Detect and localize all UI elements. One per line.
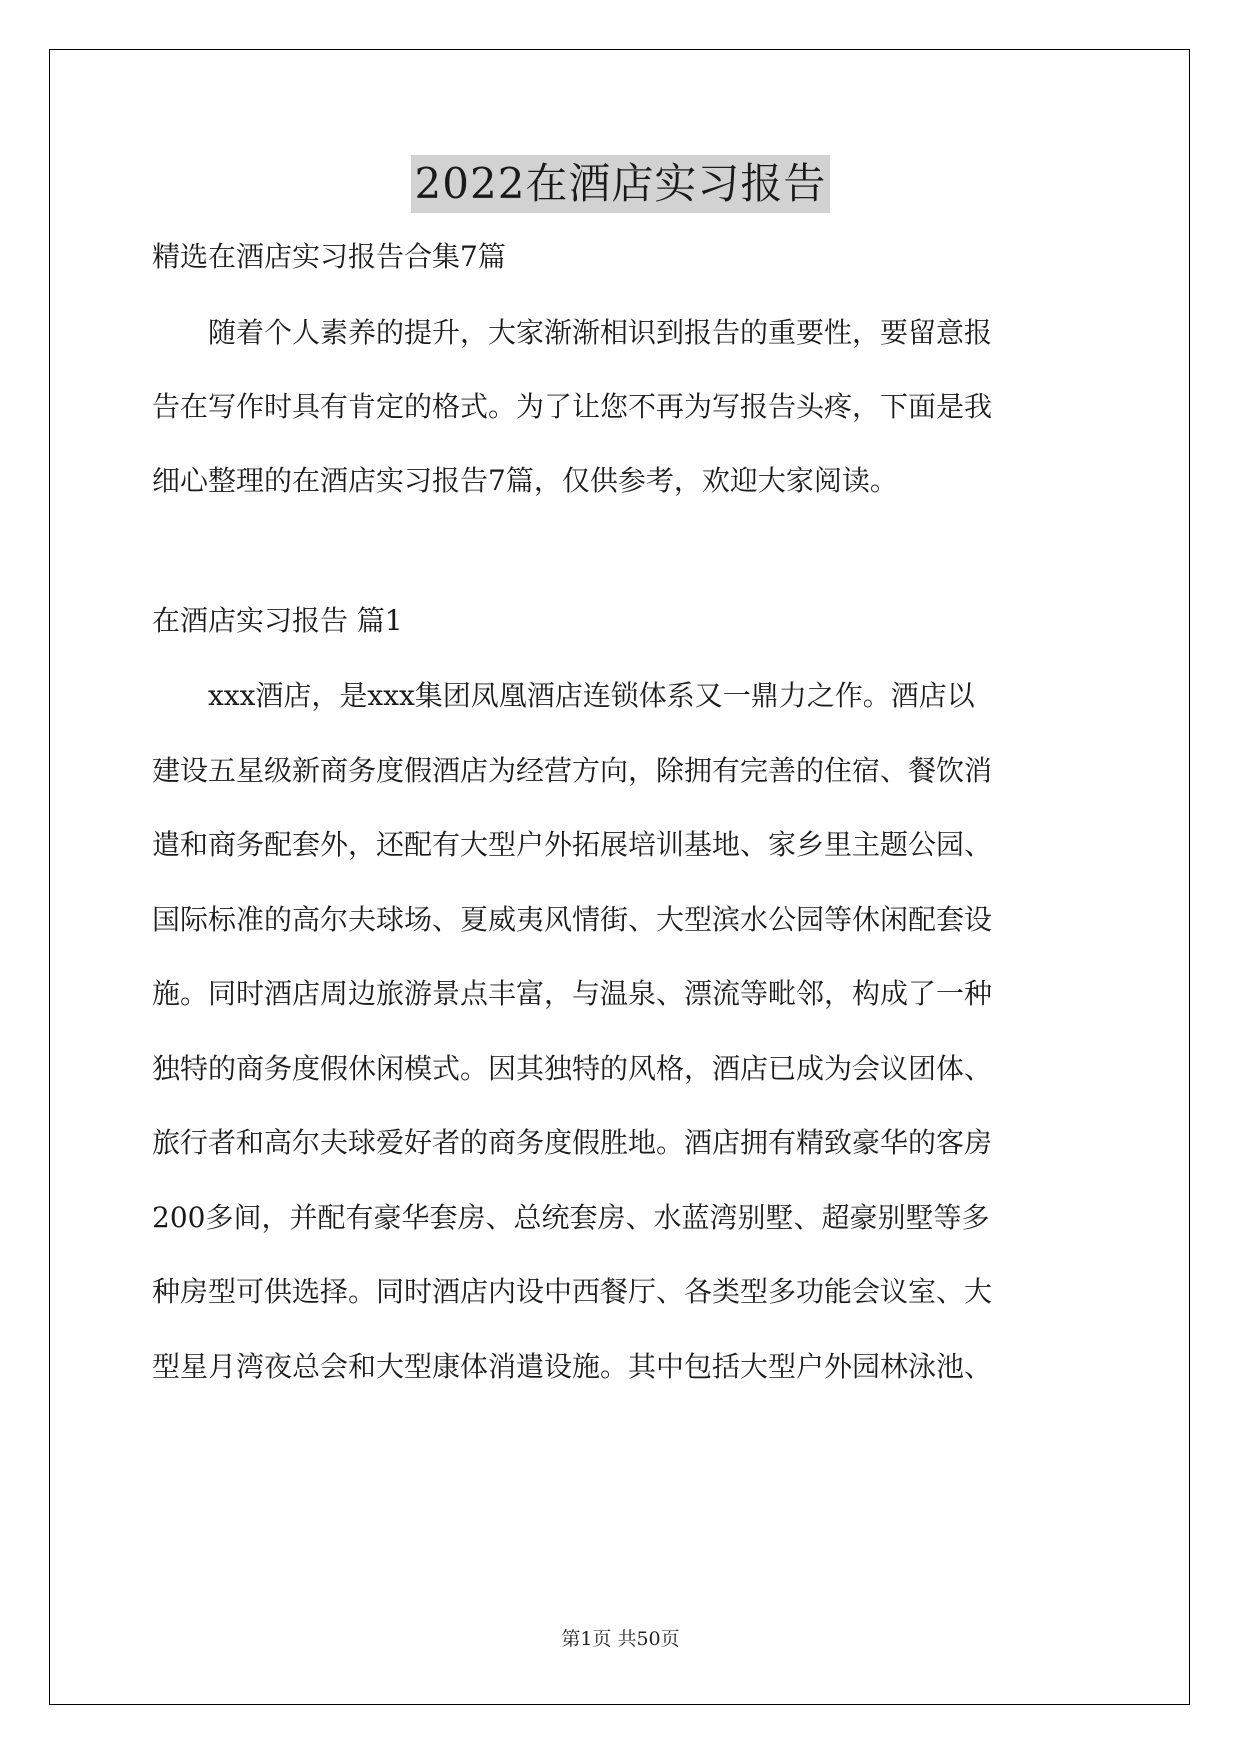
body-line: 种房型可供选择。同时酒店内设中西餐厅、各类型多功能会议室、大 [152, 1275, 993, 1308]
body-line: 施。同时酒店周边旅游景点丰富，与温泉、漂流等毗邻，构成了一种 [152, 977, 993, 1010]
intro-line: 随着个人素养的提升，大家渐渐相识到报告的重要性，要留意报 [208, 316, 993, 349]
page-border [49, 49, 1190, 1705]
body-line: 国际标准的高尔夫球场、夏威夷风情街、大型滨水公园等休闲配套设 [152, 903, 993, 936]
body-line: 独特的商务度假休闲模式。因其独特的风格，酒店已成为会议团体、 [152, 1052, 993, 1085]
body-line: xxx酒店，是xxx集团凤凰酒店连锁体系又一鼎力之作。酒店以 [208, 679, 975, 712]
intro-line: 告在写作时具有肯定的格式。为了让您不再为写报告头疼，下面是我 [152, 390, 993, 423]
page-footer: 第1页 共50页 [561, 1628, 680, 1650]
title-container [0, 155, 1241, 213]
body-line: 旅行者和高尔夫球爱好者的商务度假胜地。酒店拥有精致豪华的客房 [152, 1126, 993, 1159]
body-line: 遣和商务配套外，还配有大型户外拓展培训基地、家乡里主题公园、 [152, 828, 993, 861]
body-line: 200多间，并配有豪华套房、总统套房、水蓝湾别墅、超豪别墅等多 [152, 1201, 990, 1234]
section-heading: 在酒店实习报告 篇1 [152, 604, 403, 637]
body-line: 型星月湾夜总会和大型康体消遣设施。其中包括大型户外园林泳池、 [152, 1350, 993, 1383]
body-line: 建设五星级新商务度假酒店为经营方向，除拥有完善的住宿、餐饮消 [152, 754, 993, 787]
page-title: 2022在酒店实习报告 [411, 155, 831, 213]
intro-line: 细心整理的在酒店实习报告7篇，仅供参考，欢迎大家阅读。 [152, 464, 898, 497]
subtitle: 精选在酒店实习报告合集7篇 [152, 240, 506, 273]
